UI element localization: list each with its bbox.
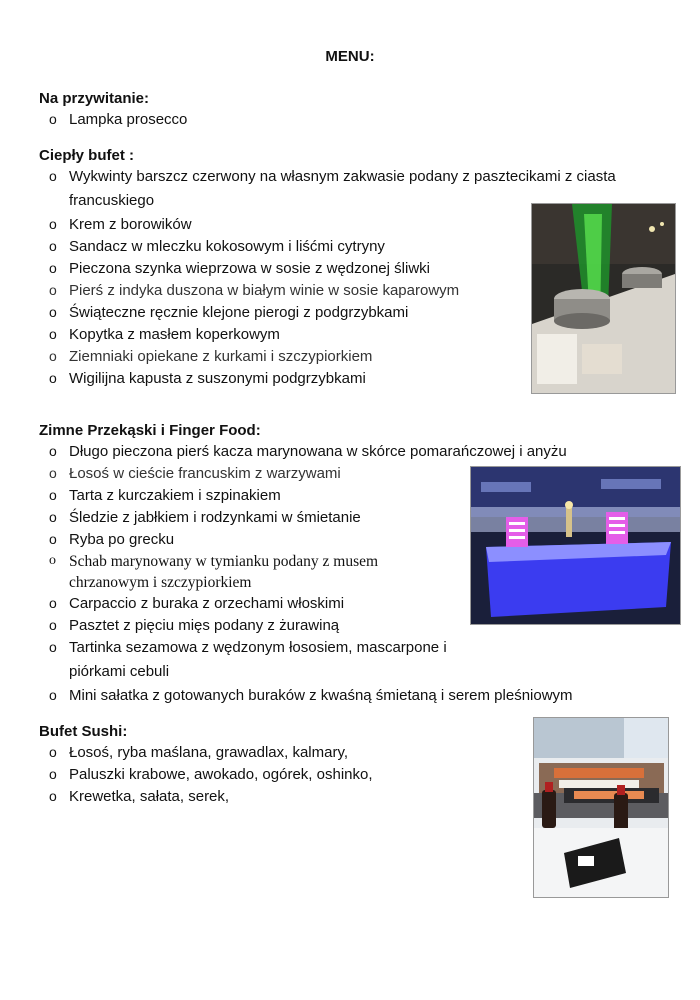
list-item: o Długo pieczona pierś kacza marynowana w skórce pomarańczowej i anyżu xyxy=(39,442,639,462)
list-item: o Tartinka sezamowa z wędzonym łososiem, mascarpone i xyxy=(39,638,639,658)
list-item: o Schab marynowany w tymianku podany z musem xyxy=(39,552,639,571)
list-item: o Sandacz w mleczku kokosowym i liśćmi cytryny xyxy=(39,237,639,257)
list-item: o Wigilijna kapusta z suszonymi podgrzybkami xyxy=(39,369,639,389)
list-item: o Tarta z kurczakiem i szpinakiem xyxy=(39,486,639,506)
section-welcome xyxy=(39,88,639,132)
list-item: o Ziemniaki opiekane z kurkami i szczypiorkiem xyxy=(39,347,639,367)
list-item: o Pieczona szynka wieprzowa w sosie z wędzonej śliwki xyxy=(39,259,639,279)
list-item-continuation: piórkami cebuli xyxy=(69,663,170,680)
list-item-continuation: chrzanowym i szczypiorkiem xyxy=(69,574,252,591)
list-item: o Kopytka z masłem koperkowym xyxy=(39,325,639,345)
list-item: o Wykwinty barszcz czerwony na własnym zakwasie podany z pasztecikami z ciasta xyxy=(39,167,639,187)
list-item: o Świąteczne ręcznie klejone pierogi z podgrzybkami xyxy=(39,303,639,323)
photo-warm-buffet xyxy=(531,203,676,394)
list-item-continuation: francuskiego xyxy=(69,192,155,209)
list-item: o Pierś z indyka duszona w białym winie w sosie kaparowym xyxy=(39,281,639,301)
section-heading: Zimne Przekąski i Finger Food: xyxy=(39,422,261,439)
menu-list xyxy=(39,110,639,130)
photo-cold-snacks xyxy=(470,466,681,625)
list-item: o Carpaccio z buraka z orzechami włoskimi xyxy=(39,594,639,614)
list-item: o Pasztet z pięciu mięs podany z żurawiną xyxy=(39,616,639,636)
list-item: o Łosoś, ryba maślana, grawadlax, kalmary, xyxy=(39,743,639,763)
section-heading: Bufet Sushi: xyxy=(39,723,128,740)
photo-sushi-buffet xyxy=(533,717,669,898)
menu-title: MENU: xyxy=(325,48,375,65)
list-item: o Śledzie z jabłkiem i rodzynkami w śmietanie xyxy=(39,508,639,528)
list-item: o Paluszki krabowe, awokado, ogórek, oshinko, xyxy=(39,765,639,785)
list-item: o Krewetka, sałata, serek, xyxy=(39,787,639,807)
list-item: o Mini sałatka z gotowanych buraków z kwaśną śmietaną i serem pleśniowym xyxy=(39,686,639,706)
list-item: o Ryba po grecku xyxy=(39,530,639,550)
list-item: o Lampka prosecco xyxy=(39,110,639,130)
list-item: o Krem z borowików xyxy=(39,215,639,235)
list-item: o Łosoś w cieście francuskim z warzywami xyxy=(39,464,639,484)
section-heading: Ciepły bufet : xyxy=(39,147,135,164)
section-heading: Na przywitanie: xyxy=(39,90,150,107)
